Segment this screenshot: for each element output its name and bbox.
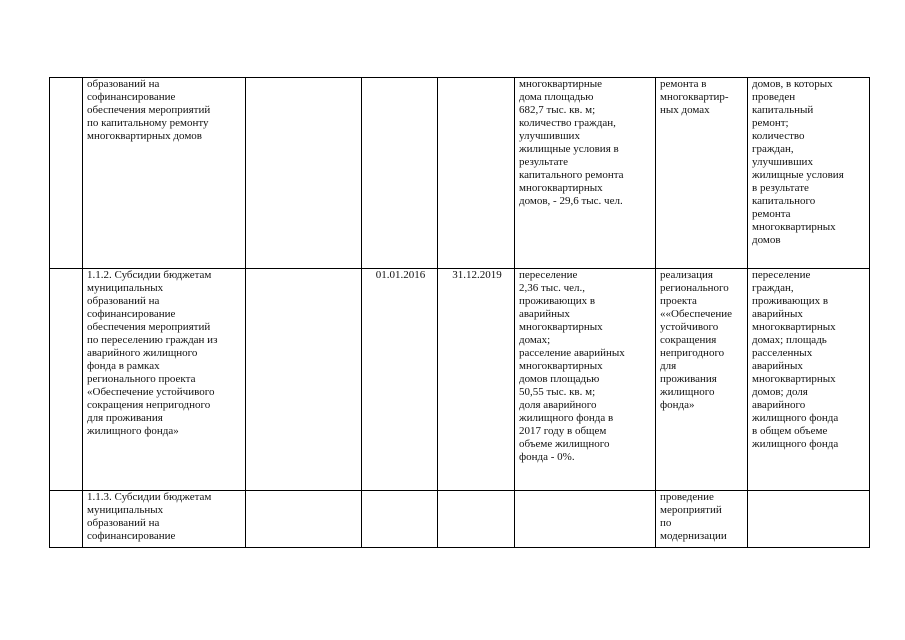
cell-consequence: реализация регионального проекта ««Обеспечение устойчивого сокращения непригодного для проживания жилищного фонда» (656, 269, 748, 491)
cell-measure: 1.1.2. Субсидии бюджетам муниципальных образований на софинансирование обеспечения мероприятий по переселению граждан из аварийного жилищного фонда в рамках регионального проекта «Обеспечение устойчивого сокращения непригодного для проживания жилищного фонда» (83, 269, 246, 491)
cell-expected-result (515, 491, 656, 548)
cell-indicator: переселение граждан, проживающих в аварийных многоквартирных домах; площадь расселенных аварийных многоквартирных домов; доля аварийного жилищного фонда в общем объеме жилищного фонда (748, 269, 870, 491)
cell-start-date (362, 491, 438, 548)
cell-number (50, 78, 83, 269)
cell-end-date (438, 491, 515, 548)
cell-expected-result: многоквартирные дома площадью 682,7 тыс. кв. м; количество граждан, улучшивших жилищные условия в результате капитального ремонта многоквартирных домов, - 29,6 тыс. чел. (515, 78, 656, 269)
cell-end-date (438, 78, 515, 269)
cell-executor (246, 491, 362, 548)
cell-indicator (748, 491, 870, 548)
table-row (50, 269, 870, 491)
cell-number (50, 491, 83, 548)
cell-indicator: домов, в которых проведен капитальный ремонт; количество граждан, улучшивших жилищные условия в результате капитального ремонта многоквартирных домов (748, 78, 870, 269)
table-row (50, 78, 870, 269)
cell-start-date (362, 78, 438, 269)
cell-consequence: ремонта в многоквартир- ных домах (656, 78, 748, 269)
cell-start-date: 01.01.2016 (362, 269, 438, 491)
cell-measure: образований на софинансирование обеспечения мероприятий по капитальному ремонту многоквартирных домов (83, 78, 246, 269)
cell-executor (246, 269, 362, 491)
cell-expected-result: переселение 2,36 тыс. чел., проживающих в аварийных многоквартирных домах; расселение аварийных многоквартирных домов площадью 50,55 тыс. кв. м; доля аварийного жилищного фонда в 2017 году в общем объеме жилищного фонда - 0%. (515, 269, 656, 491)
cell-consequence: проведение мероприятий по модернизации (656, 491, 748, 548)
measures-table (49, 77, 870, 548)
table-row (50, 491, 870, 548)
cell-number (50, 269, 83, 491)
cell-end-date: 31.12.2019 (438, 269, 515, 491)
cell-measure: 1.1.3. Субсидии бюджетам муниципальных образований на софинансирование (83, 491, 246, 548)
cell-executor (246, 78, 362, 269)
